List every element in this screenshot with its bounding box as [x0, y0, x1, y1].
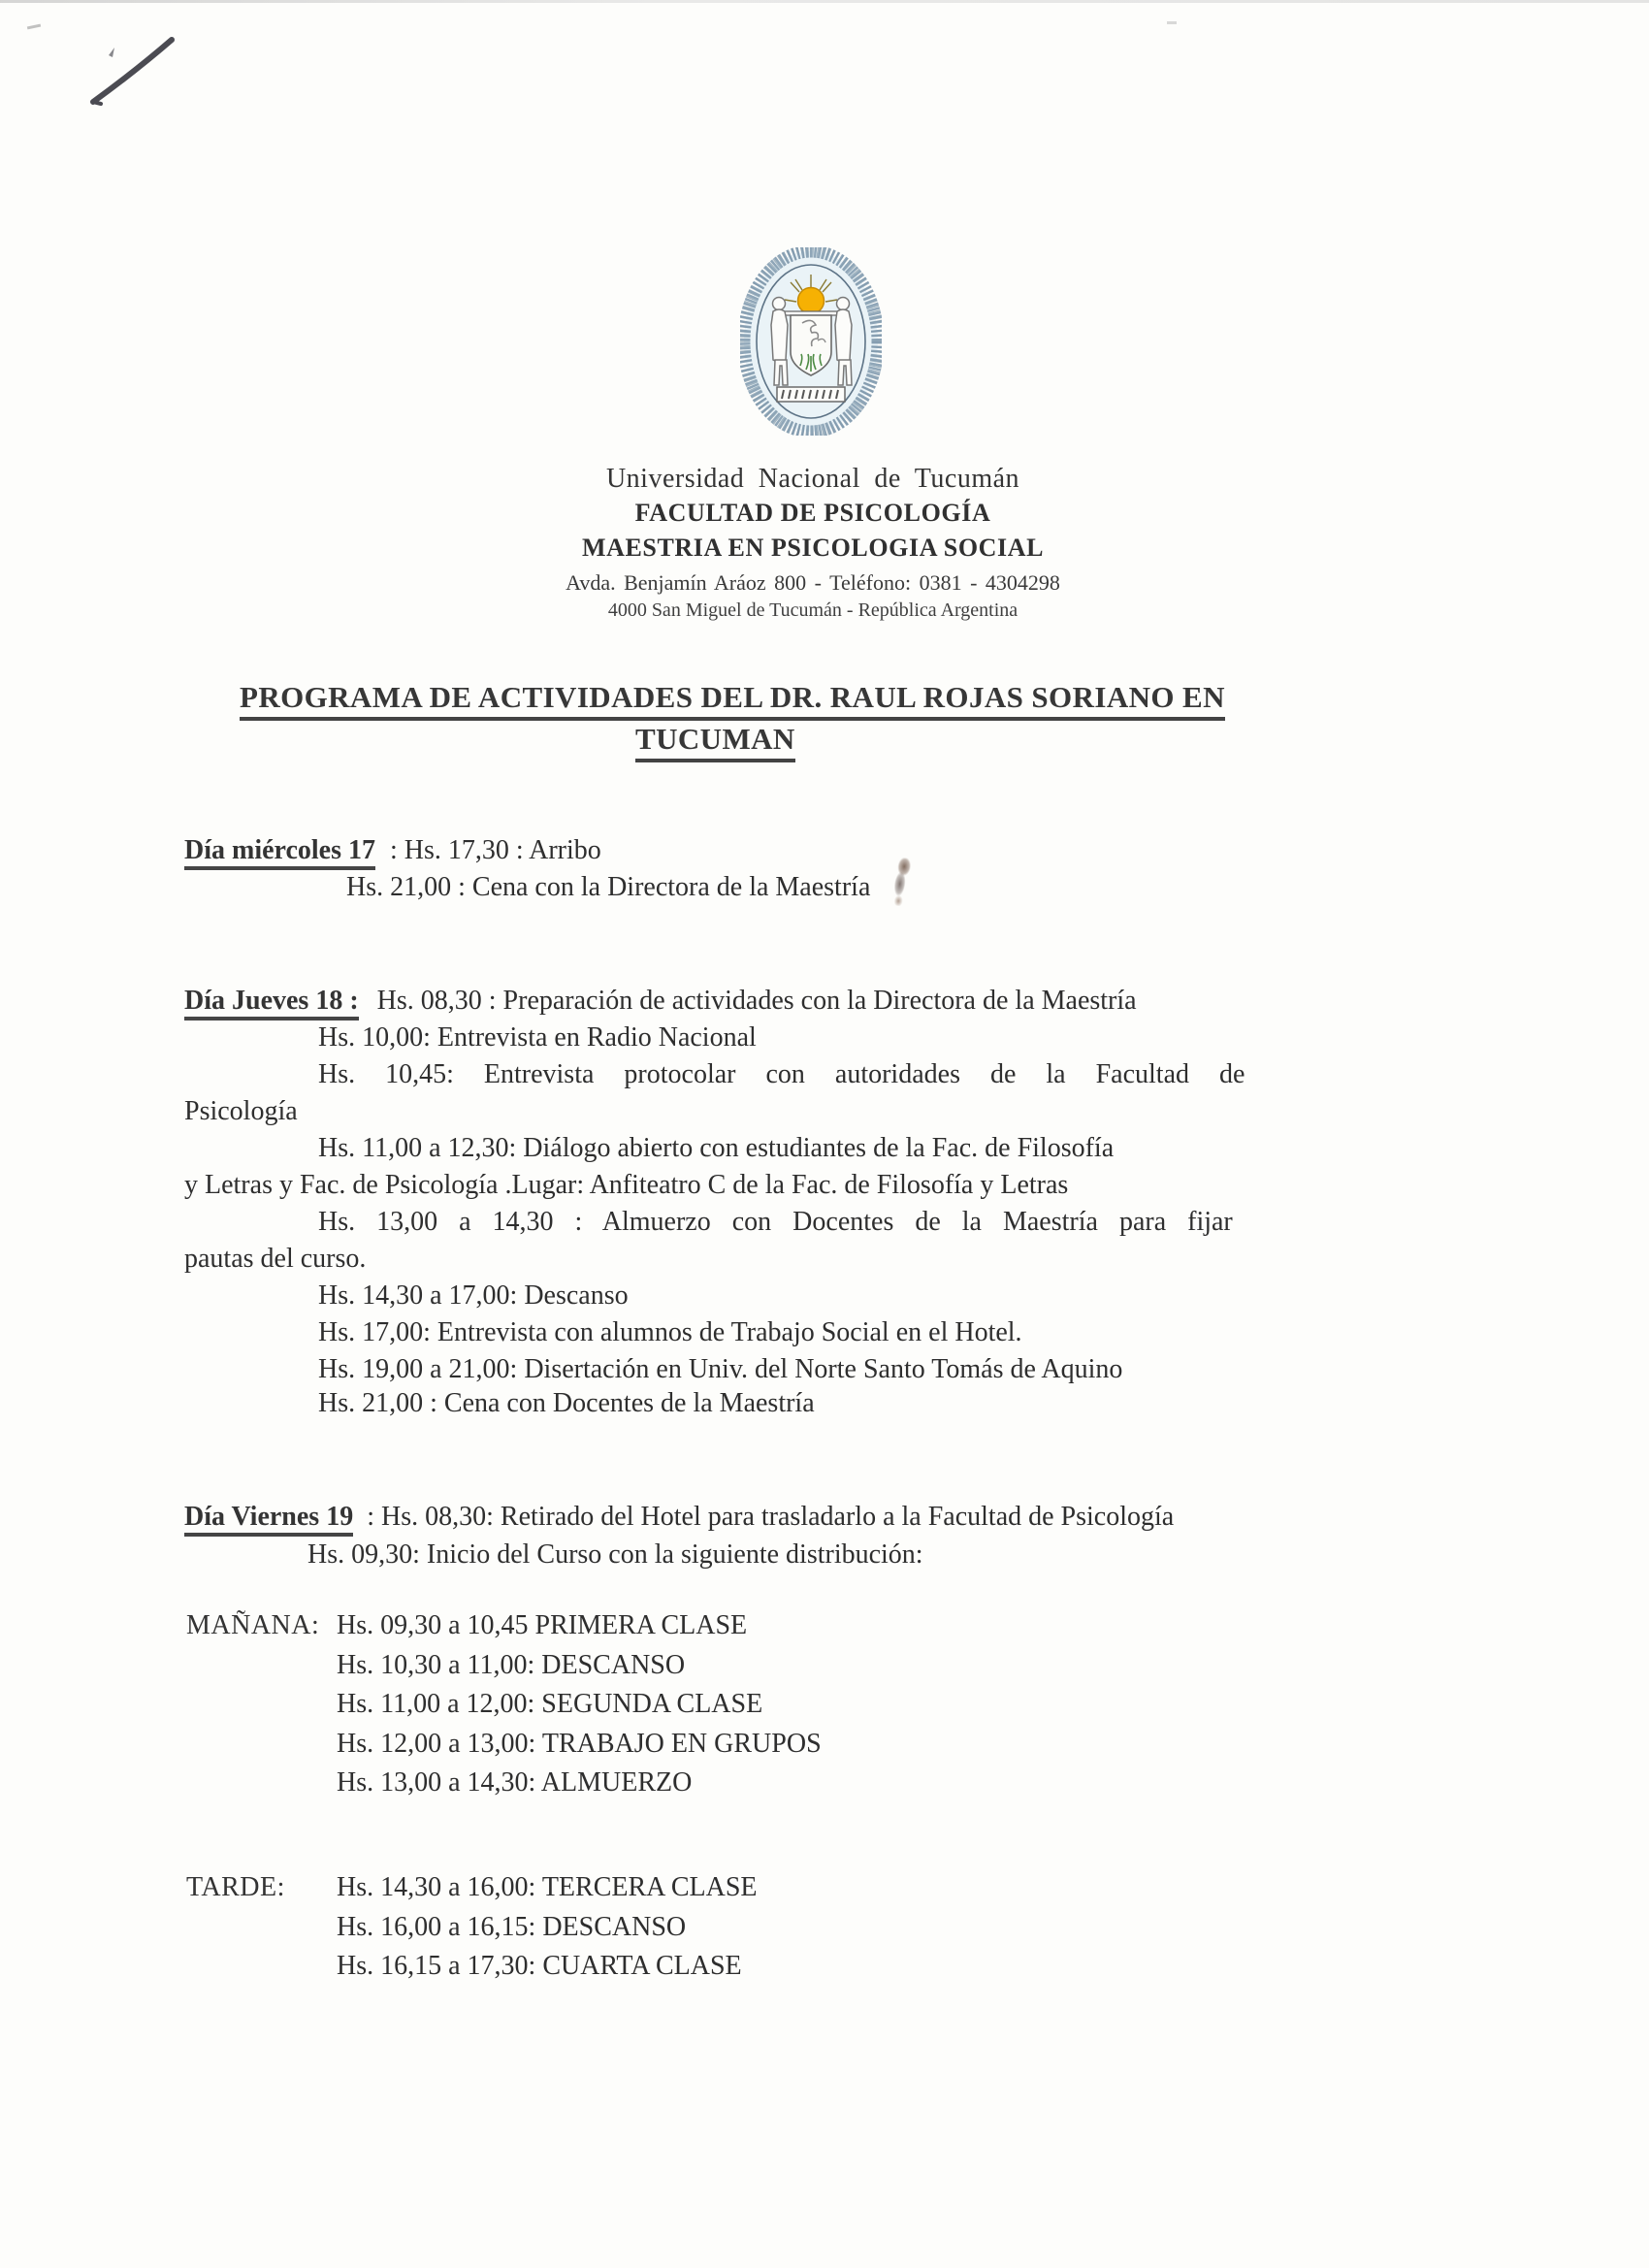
- document-title-line2: TUCUMAN: [635, 722, 795, 762]
- schedule-line: Hs. 19,00 a 21,00: Disertación en Univ. del Norte Santo Tomás de Aquino: [318, 1354, 1123, 1384]
- pen-stroke-mark: [19, 15, 233, 141]
- schedule-line: Hs. 13,00 a 14,30: ALMUERZO: [337, 1767, 693, 1798]
- document-title-line1: PROGRAMA DE ACTIVIDADES DEL DR. RAUL ROJAS SORIANO EN: [240, 680, 1225, 721]
- address-line: Avda. Benjamín Aráoz 800 - Teléfono: 0381 - 4304298: [566, 570, 1060, 595]
- schedule-line: pautas del curso.: [184, 1244, 367, 1274]
- schedule-line: Hs. 09,30: Inicio del Curso con la siguiente distribución:: [307, 1539, 923, 1570]
- friday-row: [184, 1502, 1174, 1533]
- schedule-line: Hs. 16,15 a 17,30: CUARTA CLASE: [337, 1951, 742, 1981]
- schedule-line: Hs. 21,00 : Cena con la Directora de la Maestría: [346, 872, 871, 902]
- schedule-line: Hs. 14,30 a 16,00: TERCERA CLASE: [337, 1872, 758, 1902]
- thursday-row: [184, 986, 1137, 1017]
- schedule-line: Hs. 14,30 a 17,00: Descanso: [318, 1280, 629, 1311]
- schedule-line: Hs. 10,45: Entrevista protocolar con autoridades de la Facultad de: [318, 1059, 1245, 1089]
- scan-speck-icon: [1167, 21, 1177, 24]
- schedule-line: y Letras y Fac. de Psicología .Lugar: Anfiteatro C de la Fac. de Filosofía y Letras: [184, 1170, 1069, 1200]
- city-line: 4000 San Miguel de Tucumán - República Argentina: [607, 599, 1018, 621]
- university-name: Universidad Nacional de Tucumán: [605, 464, 1020, 494]
- schedule-line: Hs. 11,00 a 12,00: SEGUNDA CLASE: [337, 1689, 763, 1719]
- wednesday-label: Día miércoles 17: [184, 835, 375, 870]
- schedule-line: Hs. 10,00: Entrevista en Radio Nacional: [318, 1022, 757, 1053]
- afternoon-label: TARDE:: [186, 1872, 285, 1902]
- wednesday-row: [184, 835, 601, 866]
- schedule-line: Hs. 08,30 : Preparación de actividades con la Directora de la Maestría: [376, 986, 1137, 1016]
- scan-edge: [0, 0, 1649, 3]
- morning-label: MAÑANA:: [186, 1610, 320, 1640]
- schedule-line: Hs. 09,30 a 10,45 PRIMERA CLASE: [337, 1610, 748, 1640]
- thursday-label: Día Jueves 18 :: [184, 986, 359, 1021]
- friday-label: Día Viernes 19: [184, 1502, 353, 1537]
- schedule-line: : Hs. 08,30: Retirado del Hotel para trasladarlo a la Facultad de Psicología: [367, 1502, 1175, 1532]
- schedule-line: Hs. 16,00 a 16,15: DESCANSO: [337, 1912, 687, 1942]
- faculty-name: FACULTAD DE PSICOLOGÍA: [634, 499, 991, 527]
- schedule-line: Hs. 11,00 a 12,30: Diálogo abierto con estudiantes de la Fac. de Filosofía: [318, 1133, 1115, 1163]
- schedule-line: Hs. 17,00: Entrevista con alumnos de Trabajo Social en el Hotel.: [318, 1317, 1022, 1347]
- university-seal-icon: [740, 247, 882, 436]
- schedule-line: Hs. 12,00 a 13,00: TRABAJO EN GRUPOS: [337, 1729, 822, 1759]
- schedule-line: Hs. 21,00 : Cena con Docentes de la Maestría: [318, 1388, 815, 1418]
- ink-smudge: [889, 857, 915, 907]
- program-name: MAESTRIA EN PSICOLOGIA SOCIAL: [581, 534, 1045, 562]
- schedule-line: : Hs. 17,30 : Arribo: [389, 835, 601, 865]
- schedule-line: Hs. 13,00 a 14,30 : Almuerzo con Docentes de la Maestría para fijar: [318, 1207, 1233, 1237]
- schedule-line: Psicología: [184, 1096, 298, 1126]
- schedule-line: Hs. 10,30 a 11,00: DESCANSO: [337, 1650, 686, 1680]
